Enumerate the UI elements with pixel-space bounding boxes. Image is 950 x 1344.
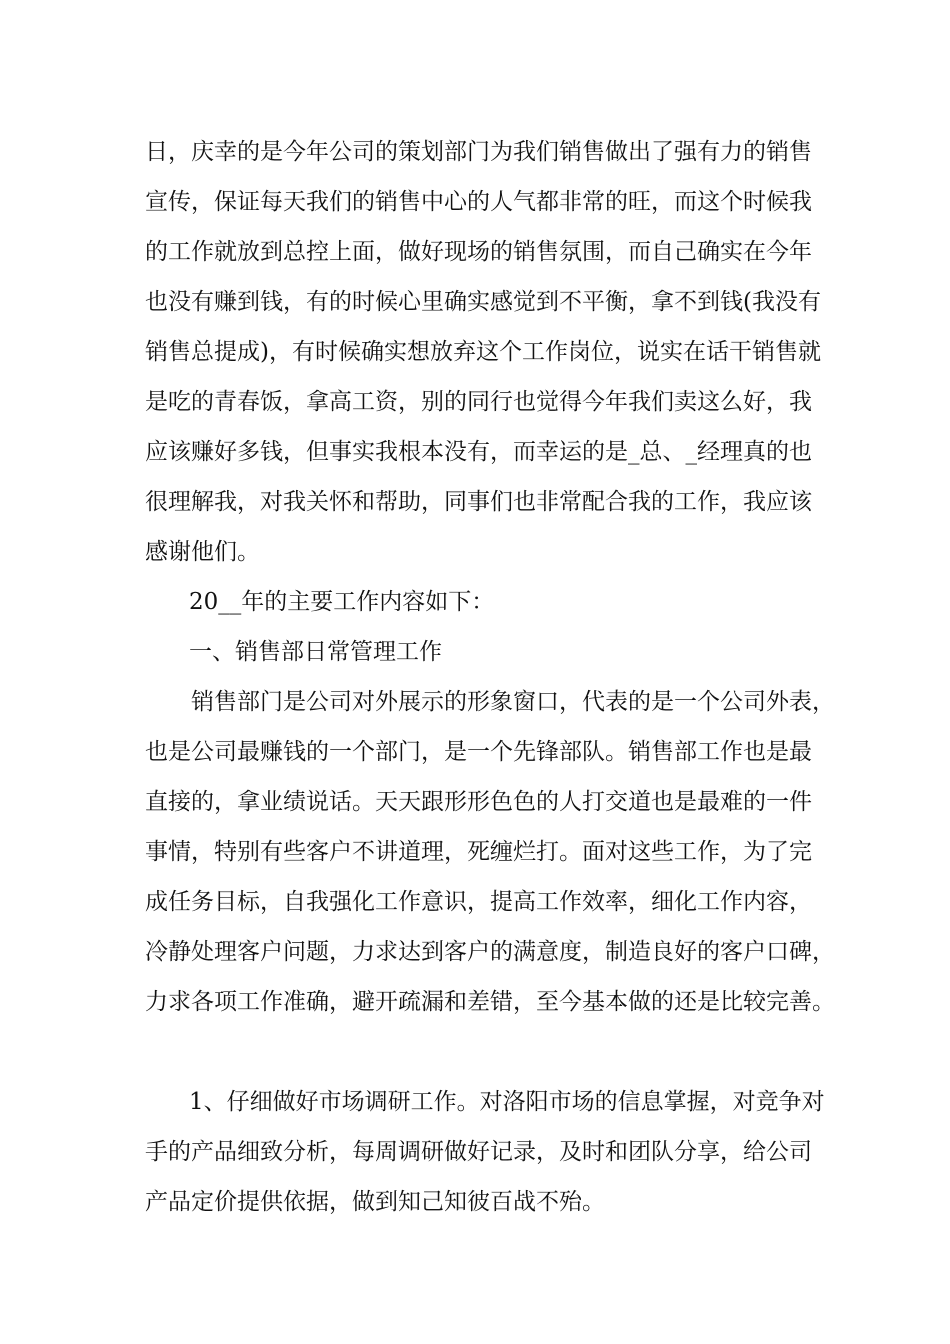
text-line: 感谢他们。 (145, 539, 260, 565)
text-line: 宣传，保证每天我们的销售中心的人气都非常的旺，而这个时候我 (145, 189, 812, 215)
text-line: 产品定价提供依据，做到知己知彼百战不殆。 (145, 1189, 605, 1215)
text-line: 也没有赚到钱，有的时候心里确实感觉到不平衡，拿不到钱(我没有 (145, 289, 821, 315)
text-line: 很理解我，对我关怀和帮助，同事们也非常配合我的工作，我应该 (145, 489, 812, 515)
text-line: 直接的，拿业绩说话。天天跟形形色色的人打交道也是最难的一件 (145, 789, 812, 815)
text-line: 销售总提成)，有时候确实想放弃这个工作岗位，说实在话干销售就 (145, 339, 821, 365)
text-line: 日，庆幸的是今年公司的策划部门为我们销售做出了强有力的销售 (145, 139, 812, 165)
text-line: 1、仔细做好市场调研工作。对洛阳市场的信息掌握，对竞争对 (189, 1089, 825, 1115)
text-line: 手的产品细致分析，每周调研做好记录，及时和团队分享，给公司 (145, 1139, 812, 1165)
text-line: 力求各项工作准确，避开疏漏和差错，至今基本做的还是比较完善。 (145, 989, 835, 1015)
text-line: 也是公司最赚钱的一个部门，是一个先锋部队。销售部工作也是最 (145, 739, 812, 765)
text-line: 冷静处理客户问题，力求达到客户的满意度，制造良好的客户口碑， (145, 939, 835, 965)
text-line: 销售部门是公司对外展示的形象窗口，代表的是一个公司外表， (191, 689, 835, 715)
text-line: 应该赚好多钱，但事实我根本没有，而幸运的是_总、_经理真的也 (145, 439, 812, 465)
text-line: 20__年的主要工作内容如下： (189, 589, 495, 615)
text-line: 成任务目标，自我强化工作意识，提高工作效率，细化工作内容， (145, 889, 812, 915)
text-line: 事情，特别有些客户不讲道理，死缠烂打。面对这些工作，为了完 (145, 839, 812, 865)
section-heading: 一、销售部日常管理工作 (189, 639, 442, 665)
text-line: 是吃的青春饭，拿高工资，别的同行也觉得今年我们卖这么好，我 (145, 389, 812, 415)
text-line: 的工作就放到总控上面，做好现场的销售氛围，而自己确实在今年 (145, 239, 812, 265)
